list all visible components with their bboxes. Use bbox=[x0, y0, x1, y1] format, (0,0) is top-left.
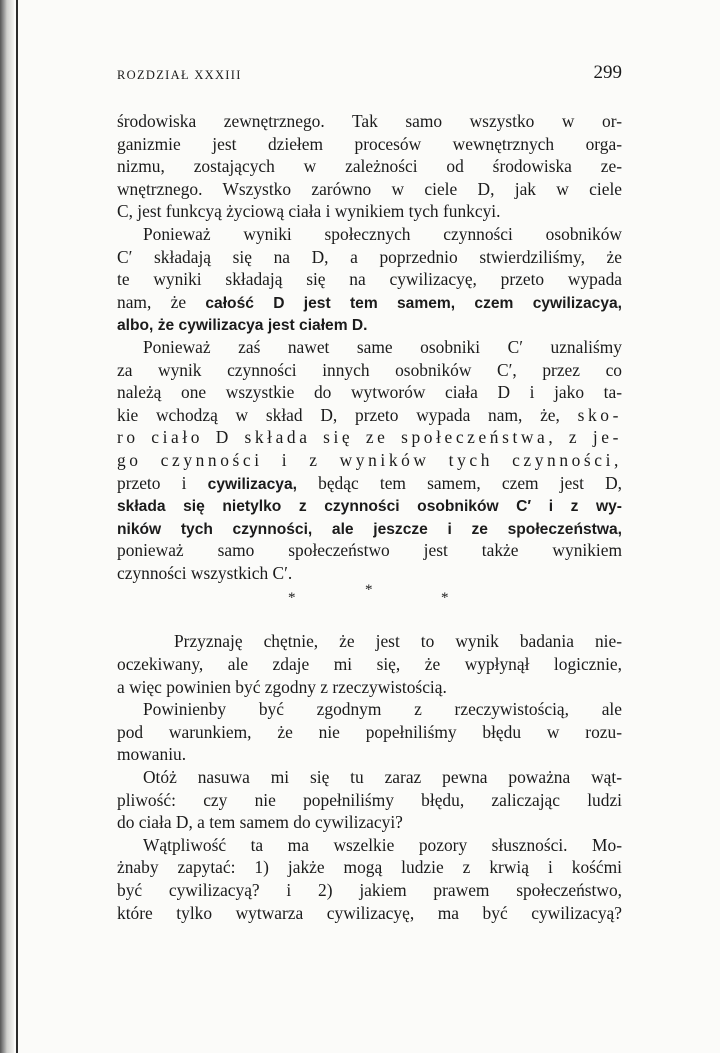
text-line: za wynik czynności innych osobników C′, przez co bbox=[117, 359, 622, 380]
text-line: ponieważ samo społeczeństwo jest także wynikiem bbox=[117, 540, 622, 561]
text-line: ganizmie jest dziełem procesów wewnętrznych orga- bbox=[117, 133, 622, 154]
text-line: Wątpliwość ta ma wszelkie pozory słuszności. Mo- bbox=[143, 834, 622, 855]
text-line: czynności wszystkich C′. bbox=[117, 562, 293, 583]
text-line: te wyniki składają się na cywilizacyę, przeto wypada bbox=[117, 269, 622, 290]
text-line: wnętrznego. Wszystko zarówno w ciele D, jak w ciele bbox=[117, 178, 622, 199]
text-line bbox=[117, 291, 622, 314]
text-line: być cywilizacyą? i 2) jakiem prawem społeczeństwo, bbox=[117, 880, 622, 900]
page-header bbox=[117, 62, 622, 88]
text-line: Otóż nasuwa mi się tu zaraz pewna poważna wąt- bbox=[143, 767, 622, 788]
text-line: środowiska zewnętrznego. Tak samo wszystko w or- bbox=[117, 111, 622, 131]
text-line: należą one wszystkie do wytworów ciała D i jako ta- bbox=[117, 382, 622, 403]
spaced-run: go czynności i z wyników tych czynności, bbox=[117, 449, 622, 470]
section-separator bbox=[117, 584, 622, 630]
text-run: przeto i bbox=[117, 472, 208, 493]
text-line: oczekiwany, ale zdaje mi się, że wypłynął logicznie, bbox=[117, 654, 622, 675]
spaced-run: ro ciało D składa się ze społeczeństwa, z je- bbox=[117, 427, 622, 448]
text-line bbox=[117, 449, 622, 472]
text-line: pod warunkiem, że nie popełniliśmy błędu w rozu- bbox=[117, 721, 622, 742]
separator-star: * bbox=[441, 590, 449, 607]
bold-run: ników tych czynności, ale jeszcze i ze społeczeństwa, bbox=[117, 520, 622, 538]
page-number: 299 bbox=[593, 62, 622, 83]
text-line: C, jest funkcyą życiową ciała i wynikiem tych funkcyi. bbox=[117, 201, 501, 222]
body-text bbox=[117, 110, 622, 584]
text-line: nizmu, zostających w zależności od środowiska ze- bbox=[117, 156, 622, 177]
bold-run: cywilizacya, bbox=[207, 475, 297, 493]
text-run: będąc tem samem, czem jest D, bbox=[296, 472, 623, 493]
text-line: a więc powinien być zgodny z rzeczywistością. bbox=[117, 676, 447, 697]
text-line bbox=[117, 517, 622, 540]
text-line bbox=[117, 494, 622, 517]
book-spine-shadow bbox=[0, 0, 14, 1053]
separator-star: * bbox=[288, 590, 296, 607]
text-line: żnaby zapytać: 1) jakże mogą ludzie z krwią i kośćmi bbox=[117, 857, 622, 878]
text-line: Przyznaję chętnie, że jest to wynik badania nie- bbox=[174, 631, 622, 652]
book-page bbox=[117, 62, 622, 924]
spaced-run: sko- bbox=[577, 404, 622, 425]
bold-run: albo, że cywilizacya jest ciałem D. bbox=[117, 317, 368, 335]
text-line bbox=[117, 426, 622, 449]
text-line: Powinienby być zgodnym z rzeczywistością, ale bbox=[143, 699, 622, 720]
text-line: do ciała D, a tem samem do cywilizacyi? bbox=[117, 812, 403, 833]
separator-star: * bbox=[365, 582, 373, 599]
text-line: Ponieważ zaś nawet same osobniki C′ uznaliśmy bbox=[143, 336, 622, 357]
text-line bbox=[117, 313, 622, 336]
text-line: C′ składają się na D, a poprzednio stwierdziliśmy, że bbox=[117, 246, 622, 267]
gutter-line bbox=[16, 0, 18, 1053]
text-line: które tylko wytwarza cywilizacyę, ma być cywilizacyą? bbox=[117, 902, 622, 923]
body-text-2 bbox=[117, 630, 622, 924]
text-line: mowaniu. bbox=[117, 744, 187, 765]
text-run: kie wchodzą w skład D, przeto wypada nam, że, bbox=[117, 404, 578, 425]
text-line: pliwość: czy nie popełniliśmy błędu, zaliczając ludzi bbox=[117, 789, 622, 810]
text-line: Ponieważ wyniki społecznych czynności osobników bbox=[143, 223, 622, 244]
text-line bbox=[117, 472, 622, 495]
text-run: nam, że bbox=[117, 291, 206, 312]
text-line bbox=[117, 404, 622, 427]
running-head: ROZDZIAŁ XXXIII bbox=[117, 68, 242, 82]
bold-run: składa się nietylko z czynności osobników C′ i z wy- bbox=[117, 498, 622, 516]
bold-run: całość D jest tem samem, czem cywilizacya, bbox=[205, 294, 622, 312]
